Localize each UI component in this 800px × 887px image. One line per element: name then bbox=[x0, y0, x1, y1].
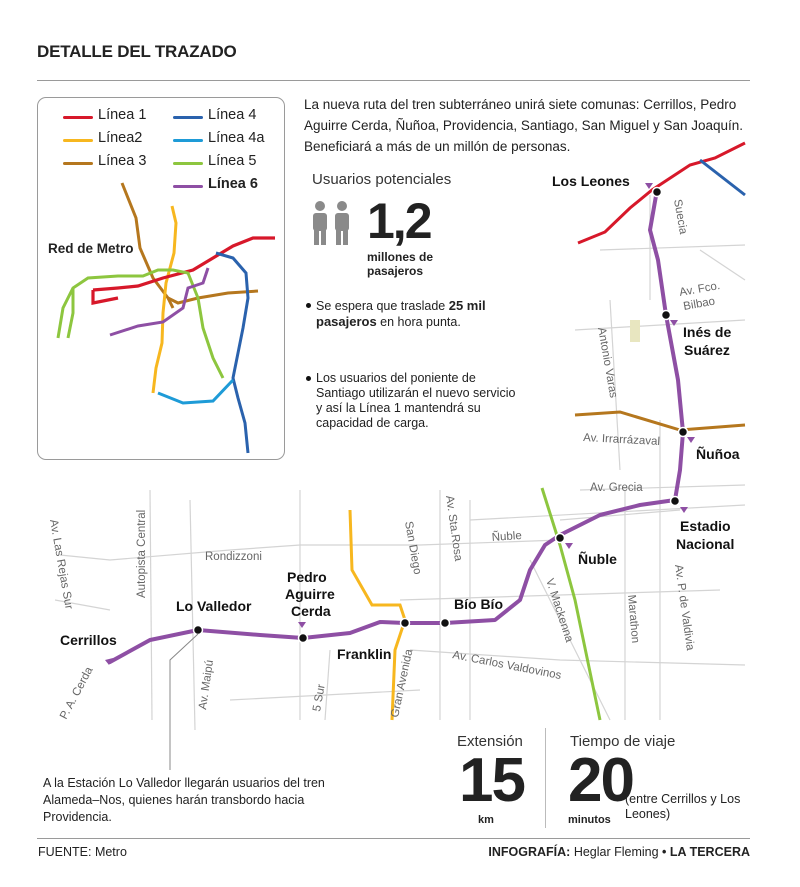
station-label-franklin: Franklin bbox=[337, 646, 392, 662]
legend-item-linea4: Línea 4 bbox=[208, 107, 256, 123]
marker-ines bbox=[670, 320, 678, 326]
station-dot-estadio-nacional bbox=[671, 497, 680, 506]
terminal-marker-los-leones bbox=[645, 183, 653, 189]
station-dot-nuble bbox=[556, 534, 565, 543]
station-dot-nunoa bbox=[679, 428, 688, 437]
station-dot-franklin bbox=[401, 619, 410, 628]
travel-time-number: 20 bbox=[568, 746, 633, 815]
stats-divider bbox=[545, 728, 546, 828]
legend-item-linea1: Línea 1 bbox=[98, 107, 146, 123]
station-label-ines-de-suarez: Inés de bbox=[683, 324, 732, 340]
station-label-ines-de-suarez: Suárez bbox=[684, 342, 730, 358]
station-label-estadio-nacional: Nacional bbox=[676, 536, 735, 552]
marker-nunoa bbox=[687, 437, 695, 443]
street-label: Autopista Central bbox=[136, 509, 148, 598]
street-label: Marathon bbox=[625, 594, 642, 644]
street-label: Suecia bbox=[671, 198, 689, 236]
legend-item-linea4a: Línea 4a bbox=[208, 130, 264, 146]
travel-time-label: Tiempo de viaje bbox=[570, 733, 676, 750]
bullet-peak-passengers: Se espera que traslade 25 mil pasajeros en hora punta. bbox=[306, 298, 516, 330]
line4-segment bbox=[700, 160, 745, 195]
station-label-los-leones: Los Leones bbox=[552, 173, 630, 189]
street-label: Antonio Varas bbox=[595, 326, 620, 399]
station-label-pac: Pedro bbox=[287, 569, 327, 585]
station-label-cerrillos: Cerrillos bbox=[60, 632, 117, 648]
extension-label: Extensión bbox=[457, 733, 523, 750]
station-label-bio-bio: Bío Bío bbox=[454, 596, 503, 612]
users-unit: millones de pasajeros bbox=[367, 250, 434, 278]
street-label: Gran Avenida bbox=[389, 648, 416, 719]
street-label: Av. Grecia bbox=[590, 482, 643, 494]
marker-nuble bbox=[565, 543, 573, 549]
lo-valledor-footnote: A la Estación Lo Valledor llegarán usuarios del tren Alameda–Nos, quienes harán transbordo hacia Providencia. bbox=[43, 776, 325, 824]
street-label: Bilbao bbox=[682, 295, 717, 313]
legend-item-linea3: Línea 3 bbox=[98, 153, 146, 169]
station-dot-los-leones bbox=[653, 188, 662, 197]
street-label: P. A. Cerda bbox=[58, 665, 96, 722]
street-label: San Diego bbox=[402, 520, 424, 576]
travel-time-unit: minutos bbox=[568, 814, 611, 826]
legend-item-linea2: Línea2 bbox=[98, 130, 142, 146]
station-dot-bio-bio bbox=[441, 619, 450, 628]
legend-item-linea6: Línea 6 bbox=[208, 176, 258, 192]
station-label-estadio-nacional: Estadio bbox=[680, 518, 731, 534]
station-dot-ines-de-suarez bbox=[662, 311, 671, 320]
inset-label: Red de Metro bbox=[48, 241, 134, 256]
station-label-pac: Cerda bbox=[291, 603, 331, 619]
street-label: Av. Maipú bbox=[197, 659, 216, 711]
intro-paragraph: La nueva ruta del tren subterráneo unirá siete comunas: Cerrillos, Pedro Aguirre Cerda, Ñuñoa, Providencia, Santiago, San Miguel y San Joaquín. Beneficiará a más de un millón de personas. bbox=[304, 97, 744, 154]
metro-network-inset bbox=[37, 97, 285, 460]
station-dot-pedro-aguirre-cerda bbox=[299, 634, 308, 643]
street-label: Av. Carlos Valdovinos bbox=[451, 649, 563, 683]
source-credit: FUENTE: Metro bbox=[38, 845, 127, 859]
street-label: Av. Sta.Rosa bbox=[443, 494, 465, 562]
legend-item-linea5: Línea 5 bbox=[208, 153, 256, 169]
bullet-line1-capacity: Los usuarios del poniente de Santiago utilizarán el nuevo servicio y así la Línea 1 mantendrá su capacidad de carga. bbox=[306, 371, 516, 431]
station-label-nuble: Ñuble bbox=[578, 551, 617, 567]
marker-pac bbox=[298, 622, 306, 628]
people-icon bbox=[310, 200, 354, 251]
inset-network-svg bbox=[38, 98, 284, 459]
station-label-pac: Aguirre bbox=[285, 586, 335, 602]
marker-estadio bbox=[680, 507, 688, 513]
page-title: DETALLE DEL TRAZADO bbox=[37, 42, 237, 61]
street-label: Av. P. de Valdivia bbox=[672, 563, 696, 652]
park-area bbox=[630, 320, 640, 342]
street-label: Av. Irrarrázaval bbox=[582, 432, 661, 449]
street-label: Av. Las Rejas Sur bbox=[47, 518, 75, 611]
station-dot-lo-valledor bbox=[194, 626, 203, 635]
travel-time-note: (entre Cerrillos y Los Leones) bbox=[625, 792, 741, 821]
station-label-nunoa: Ñuñoa bbox=[696, 446, 740, 462]
infographic-credit: INFOGRAFÍA: Heglar Fleming • LA TERCERA bbox=[488, 845, 750, 859]
street-label: V. Mackenna bbox=[543, 577, 575, 644]
street-label: Av. Fco. bbox=[678, 279, 722, 299]
station-label-lo-valledor: Lo Valledor bbox=[176, 598, 252, 614]
users-label: Usuarios potenciales bbox=[312, 171, 452, 188]
extension-number: 15 bbox=[459, 746, 524, 815]
extension-unit: km bbox=[478, 814, 494, 826]
street-label: 5 Sur bbox=[311, 683, 328, 713]
street-label: Ñuble bbox=[491, 529, 523, 544]
street-label: Rondizzoni bbox=[205, 551, 262, 563]
users-number: 1,2 bbox=[367, 193, 431, 249]
